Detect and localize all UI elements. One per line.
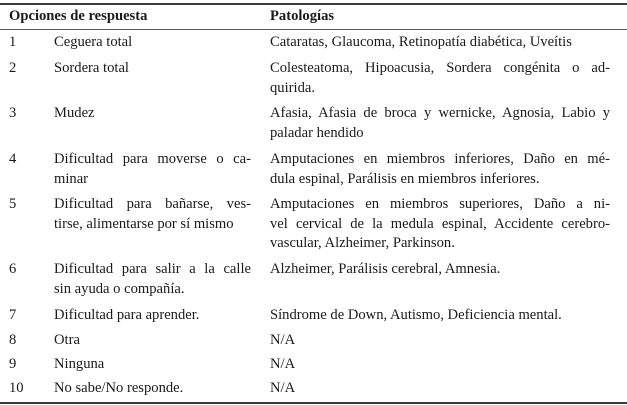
option-line: Ceguera total (54, 34, 133, 50)
option-line: Dificultad para aprender. (54, 307, 200, 323)
option-line: Otra (54, 332, 80, 348)
option-line: minar (54, 170, 89, 187)
option-line: Dificultad para moverse o ca- (54, 151, 251, 167)
pathology-line: Síndrome de Down, Autismo, Deficiencia mental. (270, 307, 562, 323)
option-line: Mudez (54, 105, 95, 121)
row-pathologies (270, 355, 610, 375)
pathology-line: Alzheimer, Parálisis cerebral, Amnesia. (270, 261, 501, 277)
row-number: 5 (9, 196, 17, 212)
pathology-line: vel cervical de la medula espinal, Accidente cerebro- (270, 215, 610, 232)
row-pathologies (270, 195, 610, 254)
row-number: 3 (9, 105, 17, 121)
pathology-line: dula espinal, Parálisis en miembros inferiores. (270, 170, 540, 187)
pathology-line: N/A (270, 380, 296, 396)
pathology-line: Colesteatoma, Hipoacusia, Sordera congénita o ad- (270, 60, 610, 76)
row-option (54, 150, 251, 189)
option-line: Dificultad para salir a la calle (54, 261, 251, 277)
pathology-line: Amputaciones en miembros inferiores, Daño en mé- (270, 151, 610, 167)
option-line: Sordera total (54, 60, 129, 76)
header-pathologies: Patologías (270, 8, 335, 24)
pathology-line: Afasia, Afasia de broca y wernicke, Agnosia, Labio y (270, 105, 610, 121)
header-options: Opciones de respuesta (9, 8, 148, 24)
row-option (54, 355, 251, 375)
row-pathologies (270, 33, 610, 53)
table-top-rule (0, 3, 627, 5)
row-pathologies (270, 104, 610, 143)
option-line: tirse, alimentarse por sí mismo (54, 215, 234, 232)
row-number: 10 (9, 380, 24, 396)
option-line: Ninguna (54, 356, 105, 372)
row-option (54, 379, 251, 399)
row-option (54, 331, 251, 351)
pathology-line: vascular, Alzheimer, Parkinson. (270, 235, 455, 251)
pathology-line: paladar hendido (270, 124, 364, 141)
row-pathologies (270, 306, 610, 326)
row-pathologies (270, 379, 610, 399)
row-option (54, 260, 251, 299)
table-header-rule (0, 29, 627, 30)
row-option (54, 59, 251, 79)
pathology-line: Amputaciones en miembros superiores, Daño a ni- (270, 196, 610, 212)
row-pathologies (270, 331, 610, 351)
row-option (54, 33, 251, 53)
row-option (54, 104, 251, 124)
row-pathologies (270, 260, 610, 280)
table-bottom-rule (0, 402, 627, 404)
row-option (54, 195, 251, 234)
row-pathologies (270, 59, 610, 98)
pathology-line: N/A (270, 332, 296, 348)
pathology-line: N/A (270, 356, 296, 372)
option-line: Dificultad para bañarse, ves- (54, 196, 251, 212)
option-line: sin ayuda o compañía. (54, 280, 185, 297)
row-number: 9 (9, 356, 17, 372)
row-number: 4 (9, 151, 17, 167)
row-number: 2 (9, 60, 17, 76)
option-line: No sabe/No responde. (54, 380, 184, 396)
pathology-line: quirida. (270, 79, 315, 96)
row-option (54, 306, 251, 326)
row-number: 1 (9, 34, 17, 50)
pathology-line: Cataratas, Glaucoma, Retinopatía diabética, Uveítis (270, 34, 572, 50)
row-number: 8 (9, 332, 17, 348)
row-pathologies (270, 150, 610, 189)
row-number: 6 (9, 261, 17, 277)
row-number: 7 (9, 307, 17, 323)
